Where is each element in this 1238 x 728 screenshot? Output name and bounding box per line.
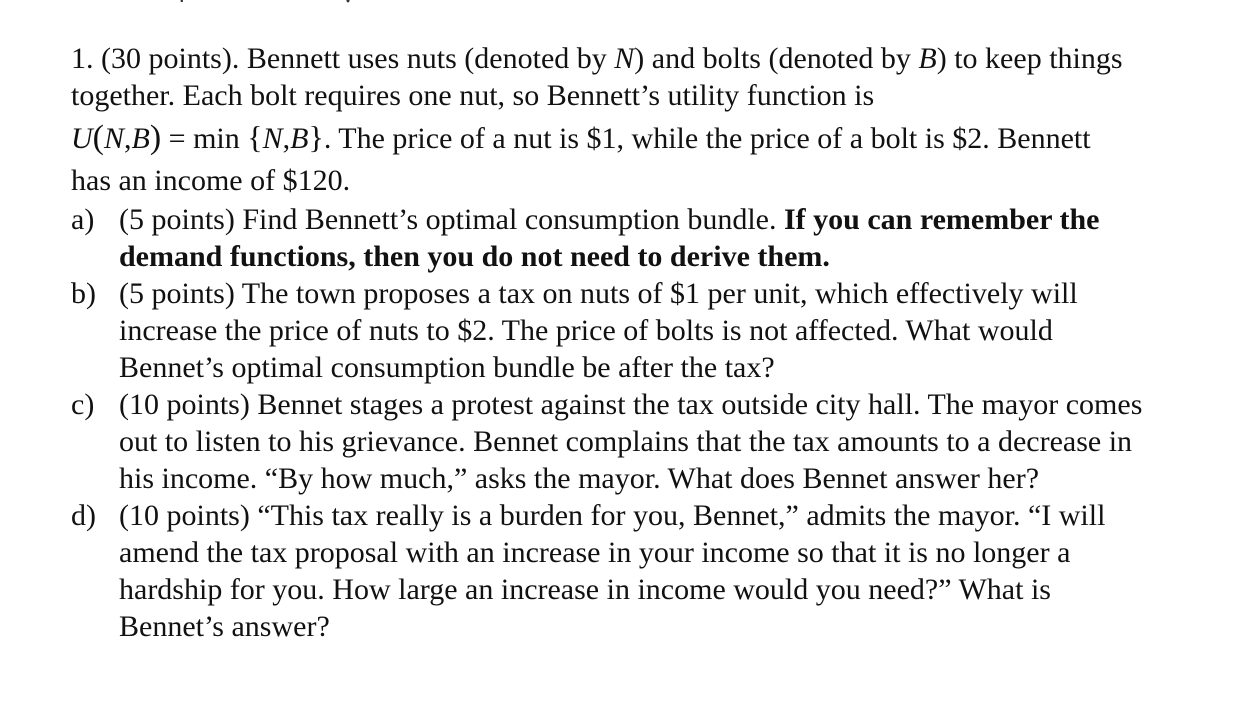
part-d-line-4: Bennet’s answer?: [119, 610, 330, 643]
part-d-text-1: (10 points) “This tax really is a burden for you, Bennet,” admits the mayor. “I will: [119, 499, 1106, 532]
utility-equals-min: = min: [161, 122, 248, 155]
part-a-label: a): [71, 203, 95, 236]
part-b-line-1: [71, 275, 1211, 312]
problem-line-2: together. Each bolt requires one nut, so Bennett’s utility function is: [71, 79, 875, 112]
min-arg-n: N: [262, 122, 283, 155]
part-a-bold-text: If you can remember the: [783, 203, 1100, 236]
income-line: has an income of $120.: [71, 164, 351, 197]
part-a-text: (5 points) Find Bennett’s optimal consumption bundle.: [119, 203, 784, 236]
min-arg-b: B: [290, 122, 309, 155]
part-b-line-3: Bennet’s optimal consumption bundle be after the tax?: [119, 351, 775, 384]
part-c-text-1: (10 points) Bennet stages a protest against the tax outside city hall. The mayor comes: [119, 388, 1143, 421]
utility-arg-b: B: [131, 122, 150, 155]
price-text: . The price of a nut is $1, while the price of a bolt is $2. Bennett: [323, 122, 1091, 155]
part-c-line-2: out to listen to his grievance. Bennet complains that the tax amounts to a decrease in: [119, 425, 1133, 458]
utility-arg-n: N: [104, 122, 125, 155]
part-b-label: b): [71, 277, 96, 310]
problem-document: [71, 40, 1211, 645]
intro-text-3: ) to keep things: [936, 42, 1123, 75]
part-d-label: d): [71, 499, 96, 532]
part-c-line-1: [71, 386, 1211, 423]
variable-n: N: [614, 42, 635, 75]
utility-symbol: U: [71, 122, 93, 155]
part-c-label: c): [71, 388, 95, 421]
problem-intro-line: [71, 40, 1211, 77]
intro-text-1: 1. (30 points). Bennett uses nuts (denoted by: [71, 42, 615, 75]
intro-text-2: ) and bolts (denoted by: [634, 42, 919, 75]
part-a-line-1: [71, 201, 1211, 238]
cropped-text-fragment: [60, 0, 480, 4]
part-d-line-1: [71, 497, 1211, 534]
part-c-line-3: his income. “By how much,” asks the mayor. What does Bennet answer her?: [119, 462, 1040, 495]
utility-function-line: U(N,B) = min {N,B}. The price of a nut is $1, while the price of a bolt is $2. Bennett: [71, 119, 1091, 156]
variable-b: B: [918, 42, 937, 75]
part-a-line-2: demand functions, then you do not need to derive them.: [119, 240, 830, 273]
part-b-line-2: increase the price of nuts to $2. The price of bolts is not affected. What would: [119, 314, 1053, 347]
part-d-line-2: amend the tax proposal with an increase in your income so that it is no longer a: [119, 536, 1071, 569]
part-b-text-1: (5 points) The town proposes a tax on nuts of $1 per unit, which effectively will: [119, 277, 1078, 310]
part-d-line-3: hardship for you. How large an increase in income would you need?” What is: [119, 573, 1051, 606]
